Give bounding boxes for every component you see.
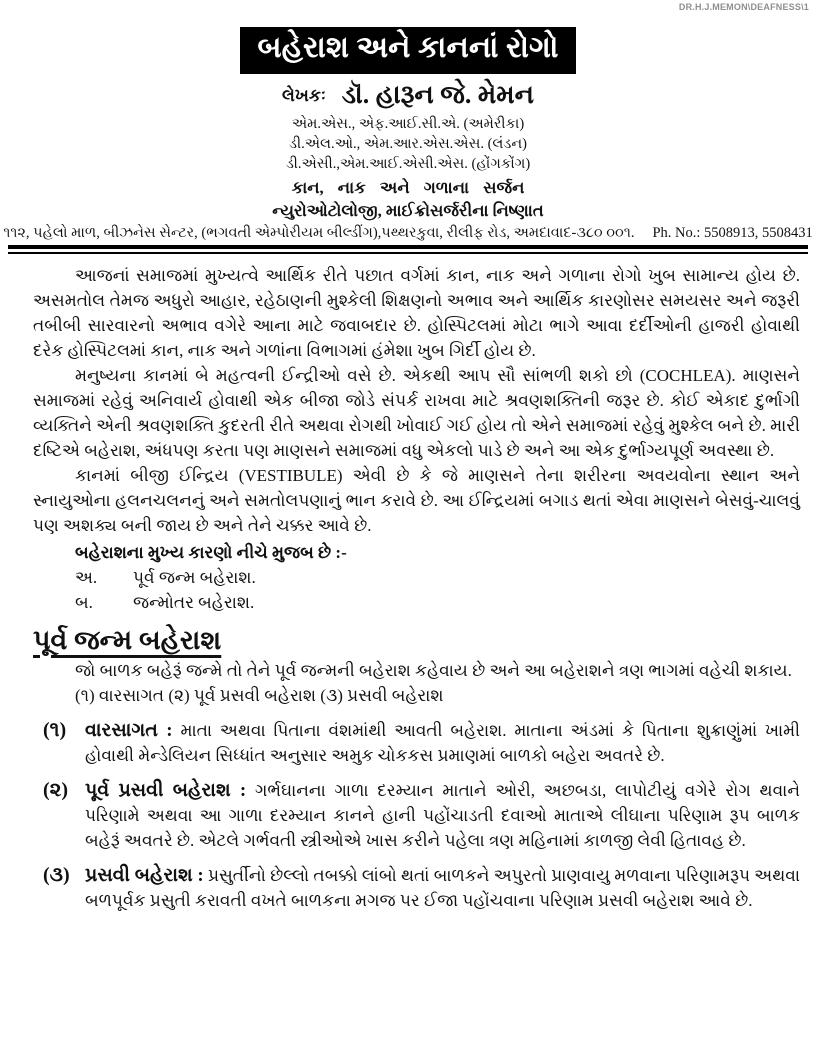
item-2-body: ગર્ભઘાનના ગાળા દરમ્યાન માતાને ઓરી, અછબડા, લાપોટીયું વગેરે રોગ થવાને પરિણામે અથવા આ ગાળા દરમ્યાન કાનને હાની પહોંચાડતી દવાઓ માતાએ લીઘાના પરિણામ રૂપ બાળક બહેરૂં અવતરે છે. એટલે ગર્ભવતી સ્ત્રીઓએ ખાસ કરીને પહેલા ત્રણ મહિનામાં કાળજી લેવી હિતાવહ છે. [85,780,800,850]
item-3-text-block [85,863,800,913]
causes-heading: બહેરાશના મુખ્ય કારણો નીચે મુજબ છે :- [75,542,347,562]
item-3-number: (૩) [43,863,70,886]
numbered-item-2 [33,778,800,853]
item-2-number: (૨) [43,778,69,801]
paragraph-1: આજનાં સમાજમાં મુખ્યત્વે આર્થિક રીતે પછાત વર્ગમાં કાન, નાક અને ગળાના રોગો ખુબ સામાન્ય હોય છે. અસમતોલ તેમજ અધુરો આહાર, રહેઠાણની મુશ્કેલી શિક્ષણનો અભાવ અને આર્થિક કારણોસર સમયસર અને જરૂરી તબીબી સારવારનો અભાવ વગેરે આના માટે જવાબદાર છે. હોસ્પિટલમાં મોટા ભાગે આવા દર્દીઓની હાજરી હોવાથી દરેક હોસ્પિટલમાં કાન, નાક અને ગળાંના વિભાગમાં હંમેશા ખુબ ગિર્દી હોય છે. [33,265,800,360]
item-3-body: પ્રસુર્તીનો છેલ્લો તબક્કો લાંબો થતાં બાળકને અપુરતો પ્રાણવાયુ મળવાના પરિણામરૂપ અથવા બળપૂર્વક પ્રસુતી કરાવતી વખતે બાળકના મગજ પર ઈજા પહોંચવાના પરિણામ પ્રસવી બહેરાશ આવે છે. [85,865,801,910]
cause-marker-b: બ. [75,592,93,612]
designation-line-2: ન્યુરોઓટોલોજી, માઈક્રોસર્જરીના નિષ્ણાત [272,200,544,220]
clinic-address: ૧૧૨, પહેલો માળ, બીઝનેસ સેન્ટર, (ભગવતી એમ્પોરીયમ બીલ્ડીંગ),પથ્થરકુવા, રીલીફ રોડ, અમદાવાદ-૩૮૦ ૦૦૧. [3,224,635,241]
filename-watermark: DR.H.J.MEMON\DEAFNESS\1 [678,2,809,12]
cause-list-item-a [33,565,800,590]
item-2-label: પૂર્વ પ્રસવી બહેરાશ : [85,779,247,801]
item-1-text-block [85,718,800,768]
item-1-number: (૧) [43,718,67,741]
author-prefix-label: લેખકઃ [282,85,326,105]
phone-number: Ph. No.: 5508913, 5508431 [652,224,813,241]
cause-text-a: પૂર્વ જન્મ બહેરાશ. [133,567,256,587]
credential-line-3: ડી.એસી.,એમ.આઈ.એસી.એસ. (હોંગકોંગ) [285,155,531,172]
header-divider-rule [8,245,808,254]
paragraph-3: કાનમાં બીજી ઈન્દ્રિય (VESTIBULE) એવી છે કે જે માણસને તેના શરીરના અવયવોના સ્થાન અને સ્નાયુઓના હલનચલનનું અને સમતોલપણાનું ભાન કરાવે છે. આ ઈન્દ્રિયમાં બગાડ થતાં એવા માણસને બેસવું-ચાલવું પણ અશક્ય બની જાય છે અને તેને ચક્કર આવે છે. [33,465,800,535]
cause-text-b: જન્મોતર બહેરાશ. [133,592,255,612]
numbered-item-3 [33,863,800,913]
page-title: બહેરાશ અને કાનનાં રોગો [240,27,577,74]
section-heading: પૂર્વ જન્મ બહેરાશ [33,624,222,655]
author-name: ડૉ. હારૂન જે. મેમન [341,79,534,109]
credential-line-1: એમ.એસ., એફ.આઈ.સી.એ. (અમેરીકા) [291,115,525,132]
credential-line-2: ડી.એલ.ઓ., એમ.આર.એસ.એસ. (લંડન) [288,135,527,152]
section-intro-line-1: જો બાળક બહેરૂં જન્મે તો તેને પૂર્વ જન્મની બહેરાશ કહેવાય છે અને આ બહેરાશને ત્રણ ભાગમાં વહેચી શકાય. [75,660,792,680]
designation-line-1: કાન, નાક અને ગળાના સર્જન [291,177,525,197]
item-3-label: પ્રસવી બહેરાશ : [85,864,204,886]
item-2-text-block [85,778,800,853]
address-row [0,225,816,242]
author-row [0,80,816,111]
section-intro-line-2: (૧) વારસાગત (૨) પૂર્વ પ્રસવી બહેરાશ (૩) પ્રસવી બહેરાશ [75,685,444,705]
cause-list-item-b [33,590,800,615]
paragraph-2: મનુષ્યના કાનમાં બે મહત્વની ઈન્દ્રીઓ વસે છે. એકથી આપ સૌ સાંભળી શકો છો (COCHLEA). માણસને સમાજમાં રહેવું અનિવાર્ય હોવાથી એક બીજા જોડે સંપર્ક રાખવા માટે શ્રવણશક્તિની જરૂર છે. કોઈ એકાદ દુર્ભાગી વ્યક્તિને એની શ્રવણશક્તિ કુદરતી રીતે અથવા રોગથી ખોવાઈ ગઈ હોય તો એને સમાજમાં રહેવું મુશ્કેલ બને છે. મારી દષ્ટિએ બહેરાશ, અંધપણ કરતા પણ માણસને સમાજમાં વધુ એકલો પાડે છે અને આ એક દુર્ભાગ્યપૂર્ણ અવસ્થા છે. [33,365,800,460]
document-body [0,254,816,913]
numbered-item-1 [33,718,800,768]
credentials-block [0,114,816,174]
item-1-label: વારસાગત : [85,719,173,741]
cause-marker-a: અ. [75,567,98,587]
item-1-body: માતા અથવા પિતાના વંશમાંથી આવતી બહેરાશ. માતાના અંડમાં કે પિતાના શુક્રાણુંમાં ખામી હોવાથી મેન્ડેલિયન સિધ્ધાંત અનુસાર અમુક ચોકકસ પ્રમાણમાં બાળકો બહેરા અવતરે છે. [85,720,801,765]
